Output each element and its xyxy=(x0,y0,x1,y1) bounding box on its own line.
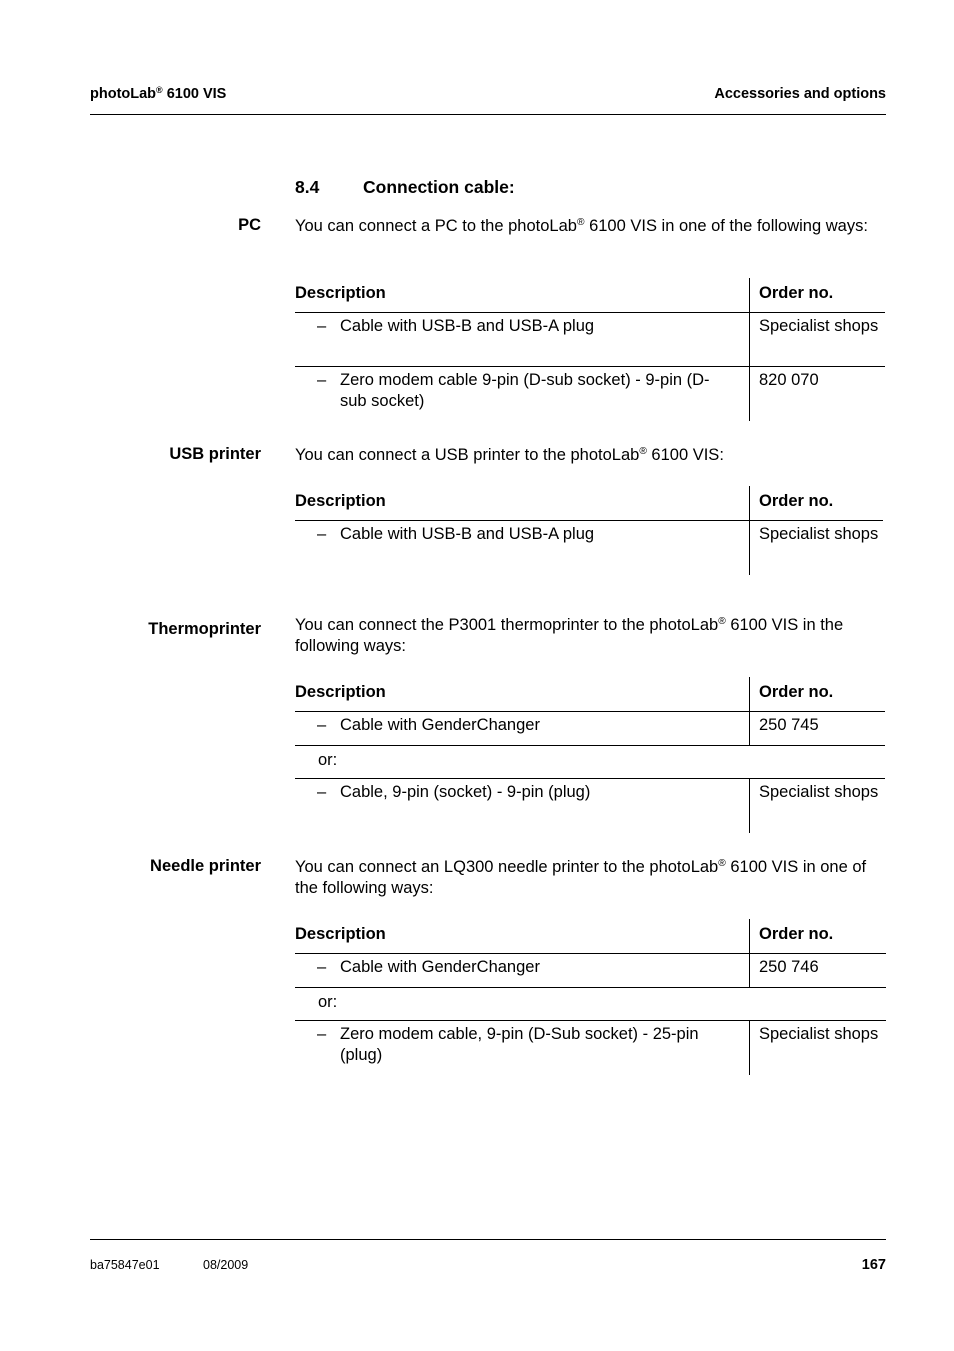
or-row xyxy=(295,988,886,1021)
side-label-usb-printer: USB printer xyxy=(169,445,261,463)
section-title: Connection cable: xyxy=(363,177,515,197)
dash: – xyxy=(317,716,327,734)
dash: – xyxy=(317,525,327,543)
intro-text: 6100 VIS: xyxy=(646,446,724,464)
order-cell: Specialist shops xyxy=(750,779,886,833)
order-cell: 250 746 xyxy=(750,954,887,988)
order-table-usb-printer xyxy=(295,486,883,575)
intro-text: You can connect a PC to the photoLab xyxy=(295,217,577,235)
order-cell: 250 745 xyxy=(750,712,886,746)
order-cell: Specialist shops xyxy=(750,313,886,367)
table-header-row xyxy=(295,486,883,521)
table-row xyxy=(295,367,885,421)
table-row xyxy=(295,1021,886,1075)
description-cell xyxy=(295,313,750,367)
or-label: or: xyxy=(295,746,885,779)
intro-text: You can connect a USB printer to the photoLab xyxy=(295,446,640,464)
intro-thermoprinter xyxy=(295,615,887,657)
description-text: Zero modem cable 9-pin (D-sub socket) - 9-pin (D-sub socket) xyxy=(340,371,710,410)
intro-text: 6100 VIS in the following ways: xyxy=(295,616,844,655)
column-header-description: Description xyxy=(295,486,750,521)
column-header-order: Order no. xyxy=(750,278,886,313)
description-text: Cable with GenderChanger xyxy=(340,716,540,734)
column-header-order: Order no. xyxy=(750,677,886,712)
side-label-needle-printer: Needle printer xyxy=(150,857,261,875)
registered-mark: ® xyxy=(718,616,726,628)
table-row xyxy=(295,521,883,575)
description-cell xyxy=(295,712,750,746)
header-section-title: Accessories and options xyxy=(714,86,886,102)
description-text: Zero modem cable, 9-pin (D-Sub socket) - 25-pin (plug) xyxy=(340,1025,699,1064)
section-number: 8.4 xyxy=(295,177,320,197)
dash: – xyxy=(317,958,327,976)
description-cell xyxy=(295,521,750,575)
intro-pc xyxy=(295,216,887,237)
description-text: Cable with GenderChanger xyxy=(340,958,540,976)
dash: – xyxy=(317,783,327,801)
intro-text: You can connect an LQ300 needle printer to the photoLab xyxy=(295,858,719,876)
description-cell xyxy=(295,1021,750,1075)
order-table-thermoprinter xyxy=(295,677,885,833)
description-text: Cable with USB-B and USB-A plug xyxy=(340,317,595,335)
dash: – xyxy=(317,371,327,389)
description-cell xyxy=(295,367,750,421)
registered-mark: ® xyxy=(576,217,585,229)
side-label-pc: PC xyxy=(238,216,261,234)
order-table-needle-printer xyxy=(295,919,886,1075)
column-header-description: Description xyxy=(295,278,750,313)
header-product-model: 6100 VIS xyxy=(162,86,227,102)
intro-usb-printer xyxy=(295,445,887,466)
side-label-thermoprinter: Thermoprinter xyxy=(148,620,261,638)
table-row xyxy=(295,779,885,833)
table-header-row xyxy=(295,677,885,712)
column-header-order: Order no. xyxy=(750,919,887,954)
description-cell xyxy=(295,954,750,988)
footer-doc-id: ba75847e01 xyxy=(90,1258,160,1272)
table-row xyxy=(295,954,886,988)
order-cell: Specialist shops xyxy=(750,1021,887,1075)
column-header-order: Order no. xyxy=(750,486,884,521)
column-header-description: Description xyxy=(295,919,750,954)
header-rule xyxy=(90,114,886,115)
or-row xyxy=(295,746,885,779)
registered-mark: ® xyxy=(156,85,163,96)
intro-needle-printer xyxy=(295,857,887,899)
order-cell: Specialist shops xyxy=(750,521,884,575)
dash: – xyxy=(317,317,327,335)
registered-mark: ® xyxy=(718,858,726,870)
intro-text: You can connect the P3001 thermoprinter to the photoLab xyxy=(295,616,719,634)
description-cell xyxy=(295,779,750,833)
order-cell: 820 070 xyxy=(750,367,886,421)
order-table-pc xyxy=(295,278,885,421)
dash: – xyxy=(317,1025,327,1043)
or-label: or: xyxy=(295,988,886,1021)
description-text: Cable with USB-B and USB-A plug xyxy=(340,525,595,543)
registered-mark: ® xyxy=(639,446,647,458)
column-header-description: Description xyxy=(295,677,750,712)
header-product xyxy=(90,86,226,102)
table-row xyxy=(295,313,885,367)
footer-rule xyxy=(90,1239,886,1240)
intro-text: 6100 VIS in one of the following ways: xyxy=(295,858,867,897)
footer-date: 08/2009 xyxy=(203,1258,249,1272)
description-text: Cable, 9-pin (socket) - 9-pin (plug) xyxy=(340,783,591,801)
page-number: 167 xyxy=(861,1257,886,1273)
header-product-name: photoLab xyxy=(90,86,157,102)
table-header-row xyxy=(295,278,885,313)
intro-text: 6100 VIS in one of the following ways: xyxy=(584,217,868,235)
table-row xyxy=(295,712,885,746)
table-header-row xyxy=(295,919,886,954)
